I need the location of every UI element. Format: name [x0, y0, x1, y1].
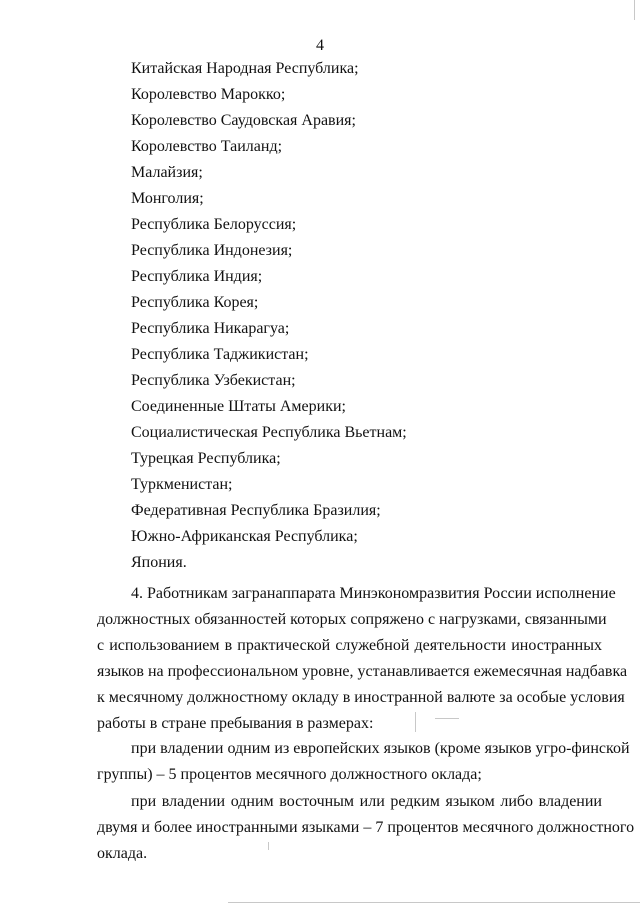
- country-item: Республика Узбекистан;: [131, 372, 296, 389]
- country-item: Турецкая Республика;: [131, 450, 281, 467]
- country-item: Королевство Таиланд;: [131, 138, 283, 155]
- text-line: с использованием в практической служебной деятельности иностранных: [97, 637, 602, 654]
- paragraph-4: [97, 581, 628, 737]
- country-item: Китайская Народная Республика;: [131, 60, 359, 77]
- country-item: Республика Белоруссия;: [131, 216, 297, 233]
- country-item: Королевство Саудовская Аравия;: [131, 112, 356, 129]
- country-item: Социалистическая Республика Вьетнам;: [131, 424, 407, 441]
- country-item: Республика Индонезия;: [131, 242, 293, 259]
- scan-artifact: [228, 902, 640, 903]
- scan-artifact: [634, 0, 635, 20]
- country-item: Туркменистан;: [131, 476, 233, 493]
- country-item: Федеративная Республика Бразилия;: [131, 502, 381, 519]
- text-line: группы) – 5 процентов месячного должностного оклада;: [97, 766, 482, 783]
- text-line: языков на профессиональном уровне, устанавливается ежемесячная надбавка: [97, 663, 628, 680]
- country-item: Республика Индия;: [131, 268, 263, 285]
- scan-artifact: [268, 842, 269, 850]
- paragraph-oriental-languages: [97, 789, 635, 867]
- country-item: Соединенные Штаты Америки;: [131, 398, 346, 415]
- paragraph-european-languages: [97, 736, 630, 788]
- country-item: Республика Таджикистан;: [131, 346, 309, 363]
- text-line: должностных обязанностей которых сопряжено с нагрузками, связанными: [97, 611, 607, 628]
- text-line: работы в стране пребывания в размерах:: [97, 715, 374, 732]
- country-item: Южно-Африканская Республика;: [131, 528, 358, 545]
- text-line: двумя и более иностранными языками – 7 процентов месячного должностного: [97, 819, 635, 836]
- text-line: при владении одним из европейских языков (кроме языков угро-финской: [131, 740, 630, 757]
- country-list: [0, 56, 407, 576]
- text-line: при владении одним восточным или редким языком либо владении: [131, 793, 602, 810]
- country-item: Республика Корея;: [131, 294, 259, 311]
- country-item: Япония.: [131, 554, 187, 571]
- text-line: к месячному должностному окладу в иностранной валюте за особые условия: [97, 689, 625, 706]
- page-number: 4: [316, 37, 324, 54]
- country-item: Монголия;: [131, 190, 204, 207]
- scan-artifact: [415, 712, 416, 732]
- country-item: Республика Никарагуа;: [131, 320, 290, 337]
- text-line: 4. Работникам загранаппарата Минэкономразвития России исполнение: [131, 585, 616, 602]
- country-item: Малайзия;: [131, 164, 203, 181]
- text-line: оклада.: [97, 845, 148, 862]
- scan-artifact: [435, 718, 459, 719]
- country-item: Королевство Марокко;: [131, 86, 286, 103]
